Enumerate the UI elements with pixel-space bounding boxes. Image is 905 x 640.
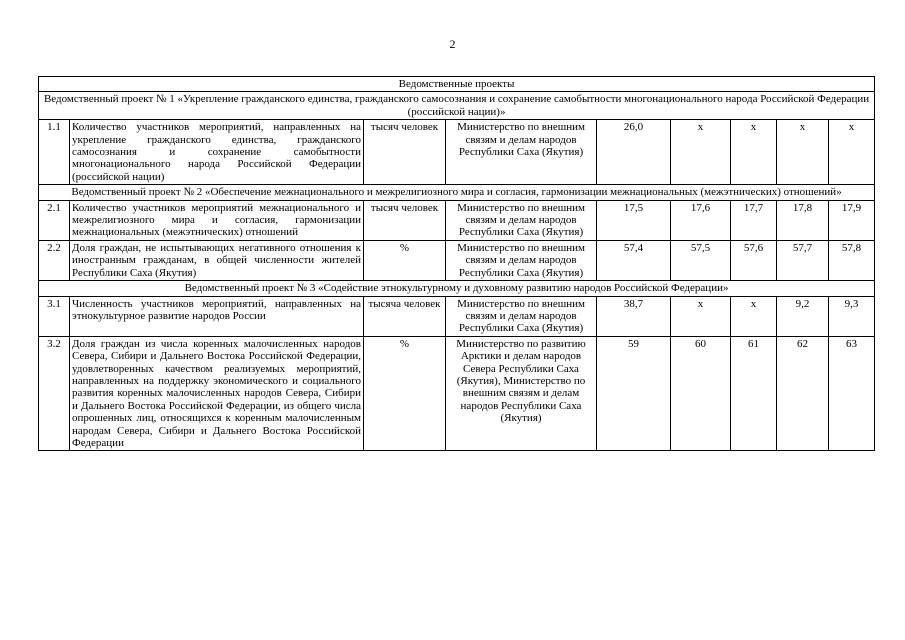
indicator-name: Доля граждан из числа коренных малочисленных народов Севера, Сибири и Дальнего Востока Российской Федерации, удовлетворенных качеством реализуемых мероприятий, направленных на поддержку экономического и социального развития коренных малочисленных народов Севера, Сибири и Дальнего Востока Российской Федерации, из общего числа опрошенных лиц, относящихся к коренным малочисленным народам Севера, Сибири и Дальнего Востока Российской Федерации — [70, 336, 364, 451]
table-row — [39, 240, 875, 280]
value-cell: 9,3 — [829, 296, 875, 336]
project-header-row — [39, 185, 875, 200]
table-header-row — [39, 77, 875, 92]
row-number: 3.2 — [39, 336, 70, 451]
unit-cell: тысяч человек — [364, 120, 446, 185]
row-number: 3.1 — [39, 296, 70, 336]
table-row — [39, 296, 875, 336]
page-number: 2 — [449, 37, 456, 51]
project-title: Ведомственный проект № 1 «Укрепление гражданского единства, гражданского самосознания и сохранение самобытности многонационального народа Российской Федерации (российской нации)» — [39, 92, 875, 120]
table-row — [39, 120, 875, 185]
value-cell: 17,9 — [829, 200, 875, 240]
value-cell: 57,5 — [671, 240, 731, 280]
value-cell: 57,4 — [597, 240, 671, 280]
responsible-cell: Министерство по внешним связям и делам народов Республики Саха (Якутия) — [446, 200, 597, 240]
project-title: Ведомственный проект № 2 «Обеспечение межнационального и межрелигиозного мира и согласия, гармонизации межнациональных (межэтнических) отношений» — [39, 185, 875, 200]
value-cell: 17,8 — [777, 200, 829, 240]
value-cell: 26,0 — [597, 120, 671, 185]
row-number: 1.1 — [39, 120, 70, 185]
value-cell: 57,6 — [731, 240, 777, 280]
value-cell: 57,7 — [777, 240, 829, 280]
responsible-cell: Министерство по развитию Арктики и делам народов Севера Республики Саха (Якутия), Министерство по внешним связям и делам народов Республики Саха (Якутия) — [446, 336, 597, 451]
value-cell: 61 — [731, 336, 777, 451]
value-cell: 63 — [829, 336, 875, 451]
value-cell: x — [731, 120, 777, 185]
indicator-name: Количество участников мероприятий межнационального и межрелигиозного мира и согласия, гармонизации межнациональных (межэтнических) отношений — [70, 200, 364, 240]
indicator-name: Доля граждан, не испытывающих негативного отношения к иностранным гражданам, в общей численности жителей Республики Саха (Якутия) — [70, 240, 364, 280]
value-cell: x — [829, 120, 875, 185]
unit-cell: тысяч человек — [364, 200, 446, 240]
row-number: 2.2 — [39, 240, 70, 280]
value-cell: 62 — [777, 336, 829, 451]
table-row — [39, 336, 875, 451]
value-cell: 59 — [597, 336, 671, 451]
value-cell: x — [777, 120, 829, 185]
table-row — [39, 200, 875, 240]
departmental-projects-table — [38, 76, 875, 451]
value-cell: 17,5 — [597, 200, 671, 240]
table-header: Ведомственные проекты — [39, 77, 875, 92]
unit-cell: % — [364, 336, 446, 451]
responsible-cell: Министерство по внешним связям и делам народов Республики Саха (Якутия) — [446, 120, 597, 185]
value-cell: 38,7 — [597, 296, 671, 336]
responsible-cell: Министерство по внешним связям и делам народов Республики Саха (Якутия) — [446, 240, 597, 280]
project-header-row — [39, 92, 875, 120]
indicator-name: Количество участников мероприятий, направленных на укрепление гражданского единства, гражданского самосознания и сохранение самобытности многонационального народа Российской Федерации (российской нации) — [70, 120, 364, 185]
responsible-cell: Министерство по внешним связям и делам народов Республики Саха (Якутия) — [446, 296, 597, 336]
indicator-name: Численность участников мероприятий, направленных на этнокультурное развитие народов России — [70, 296, 364, 336]
value-cell: x — [671, 296, 731, 336]
value-cell: 57,8 — [829, 240, 875, 280]
project-header-row — [39, 281, 875, 296]
value-cell: 60 — [671, 336, 731, 451]
value-cell: 17,7 — [731, 200, 777, 240]
row-number: 2.1 — [39, 200, 70, 240]
value-cell: x — [671, 120, 731, 185]
value-cell: 17,6 — [671, 200, 731, 240]
project-title: Ведомственный проект № 3 «Содействие этнокультурному и духовному развитию народов Российской Федерации» — [39, 281, 875, 296]
value-cell: x — [731, 296, 777, 336]
unit-cell: тысяча человек — [364, 296, 446, 336]
unit-cell: % — [364, 240, 446, 280]
value-cell: 9,2 — [777, 296, 829, 336]
